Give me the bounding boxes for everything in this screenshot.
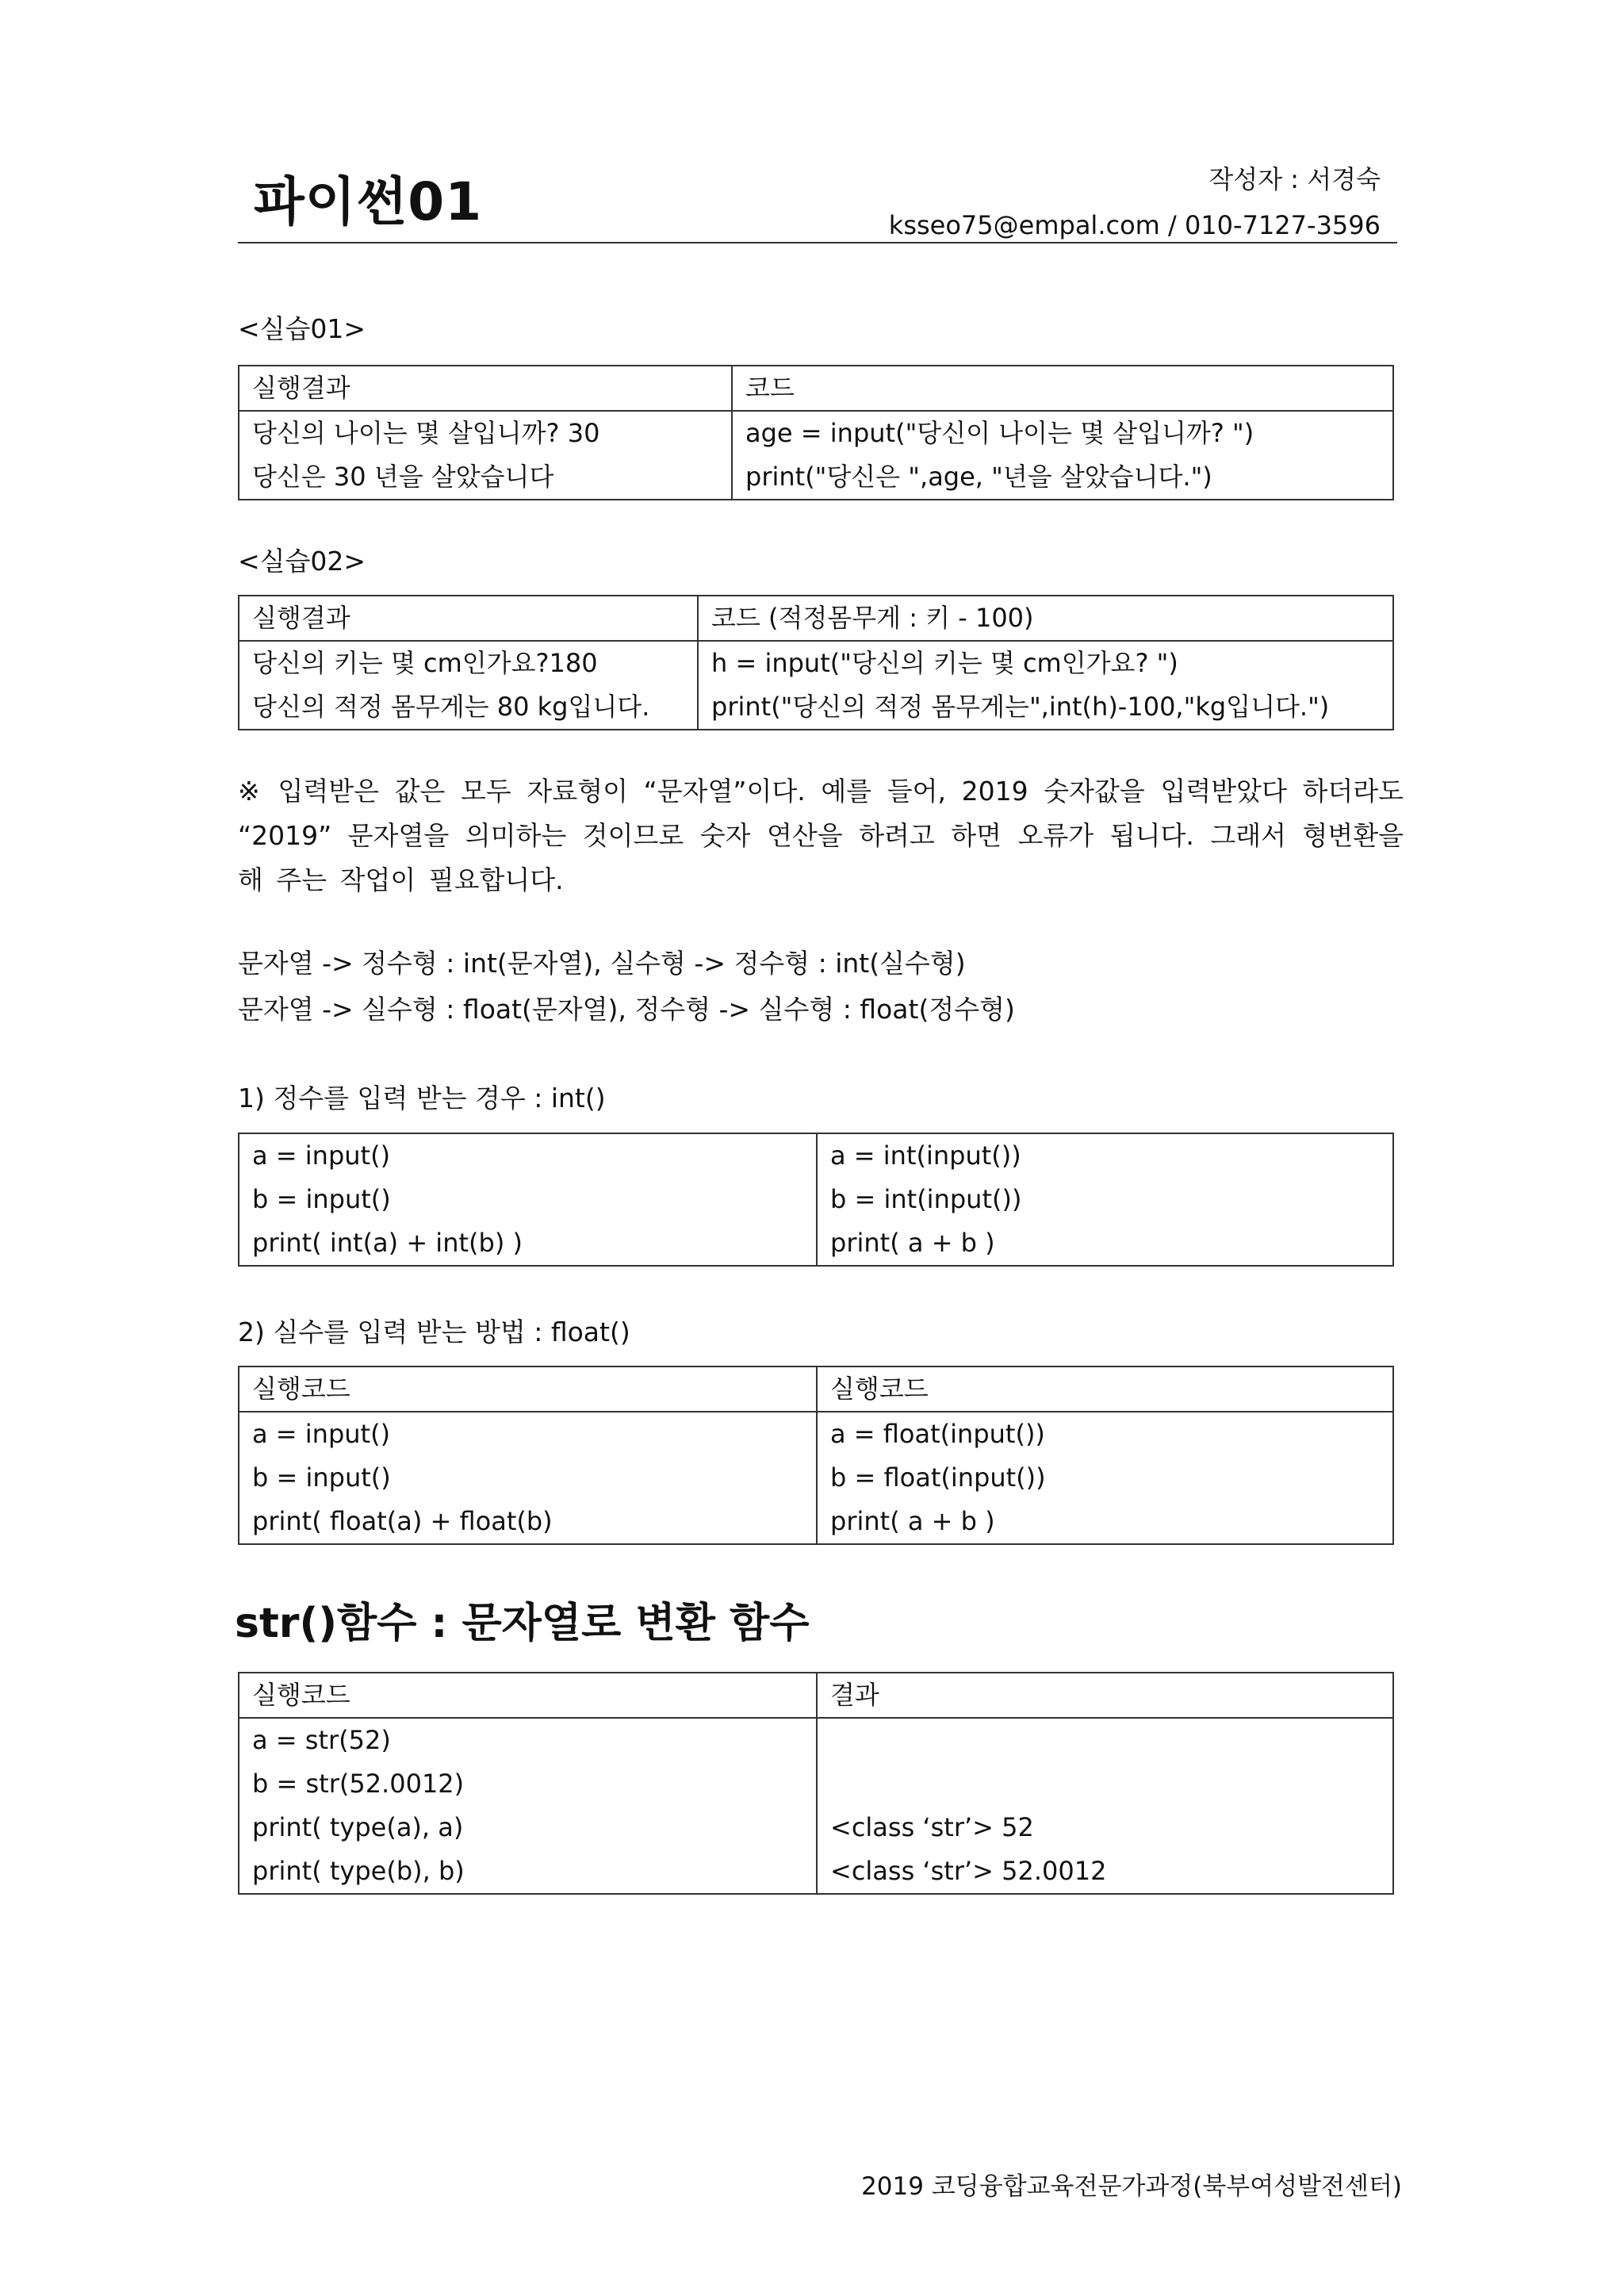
section1-label: 1) 정수를 입력 받는 경우 : int() xyxy=(238,1083,606,1114)
code-line: h = input("당신의 키는 몇 cm인가요? ") xyxy=(711,648,1178,678)
practice02-label: <실습02> xyxy=(238,546,366,577)
code-cell-left xyxy=(239,1412,817,1544)
result-prompt: 당신의 나이는 몇 살입니까? xyxy=(252,418,560,448)
code-line: b = input() xyxy=(252,1462,391,1493)
col-header-result: 실행결과 xyxy=(239,366,732,411)
section2-label: 2) 실수를 입력 받는 방법 : float() xyxy=(238,1317,630,1347)
table-header-row xyxy=(239,596,1393,641)
result-line: <class ‘str’> 52 xyxy=(830,1812,1034,1842)
author-line: 작성자 : 서경숙 xyxy=(1208,164,1381,194)
code-line: print("당신의 적정 몸무게는",int(h)-100,"kg입니다.") xyxy=(711,692,1330,722)
code-cell-left xyxy=(239,1718,817,1894)
conversion-line: 문자열 -> 실수형 : float(문자열), 정수형 -> 실수형 : float(정수형) xyxy=(238,994,1015,1025)
practice02-table xyxy=(238,595,1394,730)
code-line: b = str(52.0012) xyxy=(252,1769,465,1799)
code-line: print("당신은 ",age, "년을 살았습니다.") xyxy=(745,462,1212,492)
result-line: 당신의 적정 몸무게는 80 kg입니다. xyxy=(252,692,650,722)
result-line xyxy=(830,1719,1380,1762)
code-line: a = str(52) xyxy=(252,1725,391,1755)
code-line: print( int(a) + int(b) ) xyxy=(252,1228,523,1258)
result-cell-right xyxy=(817,1718,1393,1894)
section1-table xyxy=(238,1133,1394,1267)
result-line: <class ‘str’> 52.0012 xyxy=(830,1856,1107,1886)
note-paragraph: ※ 입력받은 값은 모두 자료형이 “문자열”이다. 예를 들어, 2019 숫자값을 입력받았다 하더라도 “2019” 문자열을 의미하는 것이므로 숫자 연산을 하려고 하면 오류가 됩니다. 그래서 형변환을 해 주는 작업이 필요합니다. xyxy=(238,776,1404,895)
code-cell-right xyxy=(817,1412,1393,1544)
col-header-left: 실행코드 xyxy=(239,1673,817,1718)
code-line: b = float(input()) xyxy=(830,1462,1046,1493)
result-input: 30 xyxy=(567,418,600,448)
table-row xyxy=(239,1718,1393,1894)
col-header-code: 코드 (적정몸무게 : 키 - 100) xyxy=(698,596,1393,641)
str-table xyxy=(238,1672,1394,1895)
result-cell xyxy=(239,641,698,730)
footer-text: 2019 코딩융합교육전문가과정(북부여성발전센터) xyxy=(861,2172,1402,2201)
code-line: print( float(a) + float(b) xyxy=(252,1506,553,1536)
col-header-left: 실행코드 xyxy=(239,1366,817,1412)
table-row xyxy=(239,1412,1393,1544)
conversion-line: 문자열 -> 정수형 : int(문자열), 실수형 -> 정수형 : int(실수형) xyxy=(238,948,966,979)
code-line: a = float(input()) xyxy=(830,1419,1045,1449)
code-line: a = input() xyxy=(252,1140,391,1171)
result-line: 당신은 30 년을 살았습니다 xyxy=(252,462,554,492)
code-line: print( type(a), a) xyxy=(252,1812,464,1842)
result-cell xyxy=(239,411,732,500)
practice01-label: <실습01> xyxy=(238,313,366,344)
code-line: print( type(b), b) xyxy=(252,1856,465,1886)
contact-line: ksseo75@empal.com / 010-7127-3596 xyxy=(888,210,1381,240)
str-section-heading: str()함수 : 문자열로 변환 함수 xyxy=(235,1600,810,1647)
code-line: print( a + b ) xyxy=(830,1228,995,1258)
table-header-row xyxy=(239,1673,1393,1718)
code-line: a = int(input()) xyxy=(830,1140,1021,1171)
table-header-row xyxy=(239,1366,1393,1412)
col-header-code: 코드 xyxy=(732,366,1393,411)
col-header-right: 결과 xyxy=(817,1673,1393,1718)
result-line xyxy=(252,412,718,455)
table-row xyxy=(239,411,1393,500)
col-header-right: 실행코드 xyxy=(817,1366,1393,1412)
code-cell xyxy=(732,411,1393,500)
code-line: b = int(input()) xyxy=(830,1184,1022,1214)
table-row xyxy=(239,641,1393,730)
code-cell xyxy=(698,641,1393,730)
code-line: print( a + b ) xyxy=(830,1506,995,1536)
code-line: age = input("당신이 나이는 몇 살입니까? ") xyxy=(745,418,1254,448)
table-header-row xyxy=(239,366,1393,411)
result-line xyxy=(830,1762,1380,1806)
practice01-table xyxy=(238,365,1394,500)
code-line: b = input() xyxy=(252,1184,391,1214)
page-title: 파이썬01 xyxy=(254,171,483,232)
header-divider xyxy=(238,242,1397,243)
section2-table xyxy=(238,1366,1394,1545)
result-line: 당신의 키는 몇 cm인가요?180 xyxy=(252,648,598,678)
code-cell-left xyxy=(239,1133,817,1266)
code-line: a = input() xyxy=(252,1419,391,1449)
col-header-result: 실행결과 xyxy=(239,596,698,641)
code-cell-right xyxy=(817,1133,1393,1266)
table-row xyxy=(239,1133,1393,1266)
